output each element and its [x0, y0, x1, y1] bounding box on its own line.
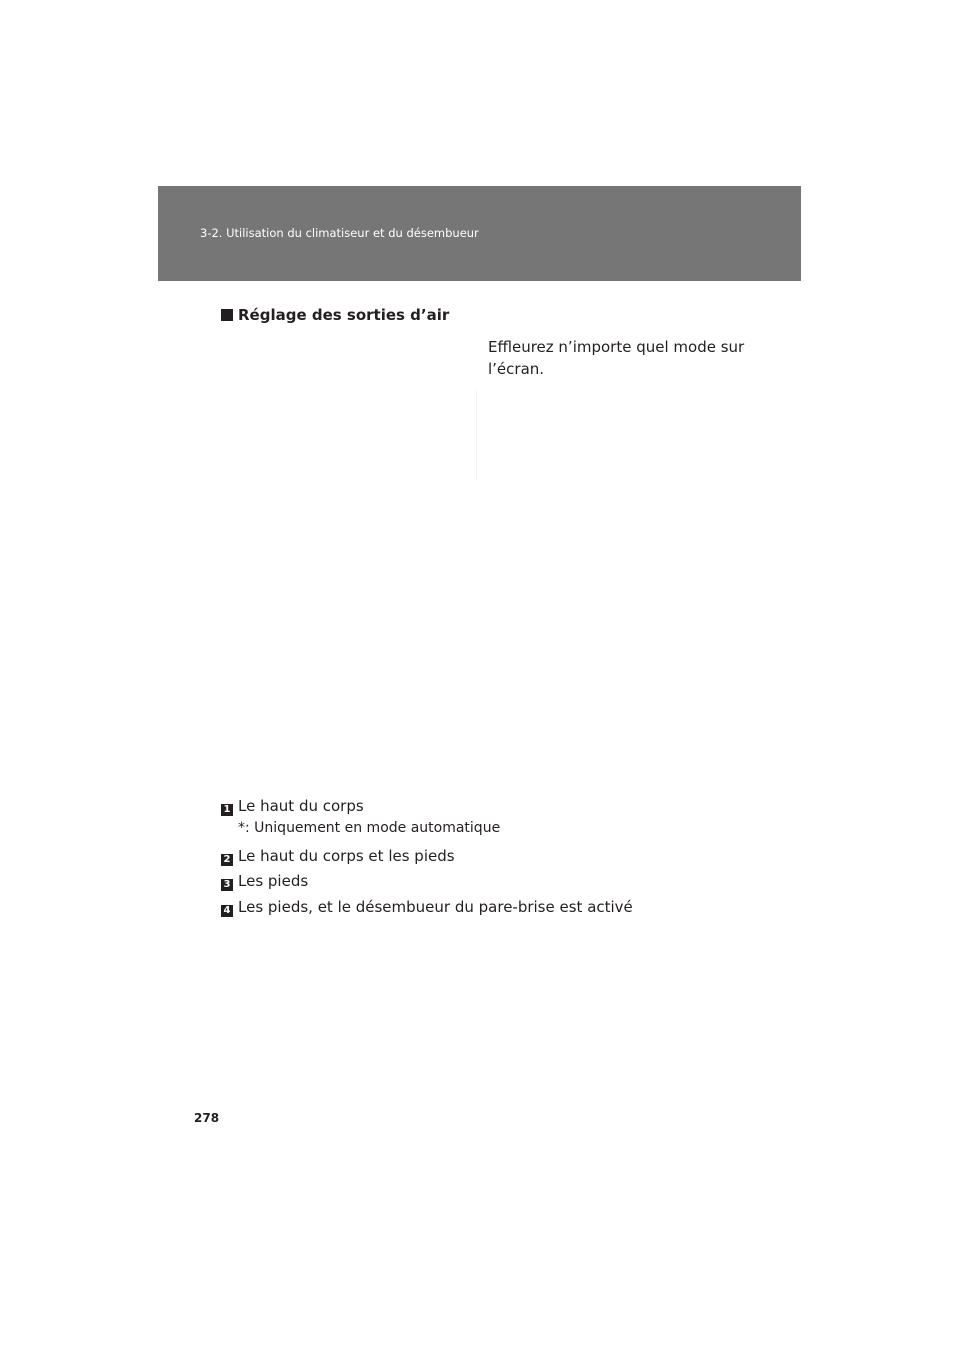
page-number: 278 [194, 1111, 220, 1125]
legend-item-2 [221, 846, 455, 866]
number-4-icon: 4 [221, 905, 233, 917]
instruction-text: Effleurez n’importe quel mode sur l’écran. [488, 338, 745, 378]
legend-item-4 [221, 897, 633, 917]
legend-item-label: Les pieds [238, 872, 309, 890]
legend-item-label: Le haut du corps [238, 797, 364, 815]
number-2-icon: 2 [221, 854, 233, 866]
number-3-icon: 3 [221, 879, 233, 891]
legend-item-3 [221, 871, 308, 891]
legend-item-1 [221, 796, 364, 816]
number-1-icon: 1 [221, 804, 233, 816]
square-bullet-icon [221, 309, 233, 321]
section-heading-text: Réglage des sorties d’air [238, 306, 450, 324]
section-heading [221, 306, 449, 324]
column-divider [476, 390, 477, 480]
chapter-section-title: 3-2. Utilisation du climatiseur et du désembueur [200, 226, 479, 240]
legend-item-note: *: Uniquement en mode automatique [238, 820, 501, 836]
chapter-header-band [158, 186, 801, 281]
legend-item-label: Le haut du corps et les pieds [238, 847, 455, 865]
legend-item-label: Les pieds, et le désembueur du pare-brise est activé [238, 898, 633, 916]
